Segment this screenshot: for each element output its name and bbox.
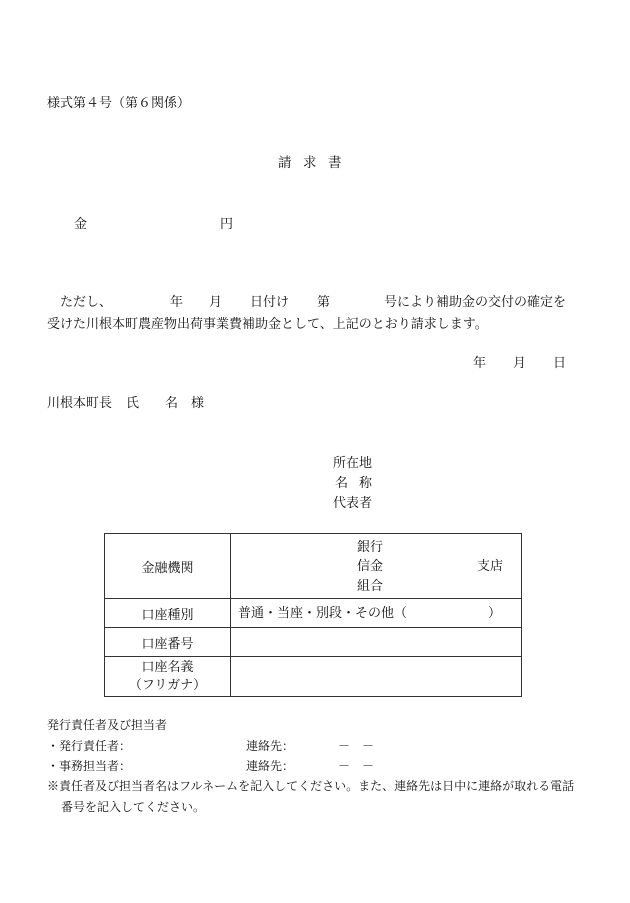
applicant-representative-label: 代表者 — [333, 496, 373, 511]
body-number-prefix: 第 — [317, 295, 331, 310]
issuer-staff-contact-dashes: － － — [338, 759, 375, 773]
issuer-responsible-contact-dashes: － － — [338, 739, 375, 753]
shinkin-label: 信金 — [357, 559, 384, 574]
kumiai-label: 組合 — [357, 579, 384, 594]
applicant-name-label-2: 称 — [359, 476, 373, 491]
branch-label: 支店 — [477, 559, 504, 574]
issuer-staff-label: ・事務担当者： — [47, 759, 132, 773]
account-name-value-cell — [231, 657, 522, 697]
body-year: 年 — [170, 295, 184, 310]
account-name-label: 口座名義 — [141, 659, 194, 675]
table-row-account-type — [105, 599, 522, 628]
account-number-label: 口座番号 — [105, 628, 231, 657]
issuer-responsible-contact-label: 連絡先： — [246, 739, 295, 753]
table-row-account-name — [105, 657, 522, 697]
addressee-title: 川根本町長 — [47, 396, 113, 411]
note-line-1: ※責任者及び担当者名はフルネームを記入してください。また、連絡先は日中に連絡が取れる電話 — [47, 779, 575, 793]
title-char-1: 請 — [278, 155, 292, 171]
applicant-name-label-1: 名 — [335, 476, 349, 491]
body-line1-rest: 号により補助金の交付の確定を — [384, 295, 567, 310]
account-type-value-cell — [231, 599, 522, 628]
body-date: 日付け — [250, 295, 290, 310]
table-row-account-number — [105, 628, 522, 657]
account-type-close: ） — [488, 606, 502, 621]
body-tadashi: ただし、 — [60, 295, 113, 310]
institution-value-cell — [231, 534, 522, 599]
addressee-sama: 様 — [191, 396, 205, 411]
form-number: 様式第４号（第６関係） — [47, 96, 191, 111]
applicant-address-label: 所在地 — [333, 456, 373, 471]
issuer-responsible-label: ・発行責任者： — [47, 739, 132, 753]
account-number-value-cell — [231, 628, 522, 657]
date-month: 月 — [513, 356, 527, 371]
account-name-label-cell — [105, 657, 231, 697]
institution-label: 金融機関 — [105, 534, 231, 599]
note-line-2: 番号を記入してください。 — [61, 800, 206, 814]
addressee-mei: 名 — [165, 396, 179, 411]
title-char-2: 求 — [303, 155, 317, 171]
bank-account-table — [104, 533, 522, 697]
account-type-label: 口座種別 — [105, 599, 231, 628]
account-name-furigana-label: （フリガナ） — [128, 677, 207, 693]
title-char-3: 書 — [328, 155, 342, 171]
date-year: 年 — [473, 356, 487, 371]
amount-suffix: 円 — [220, 217, 234, 232]
body-month: 月 — [209, 295, 223, 310]
bank-label: 銀行 — [357, 540, 384, 555]
amount-prefix: 金 — [74, 217, 88, 232]
issuer-staff-contact-label: 連絡先： — [246, 759, 295, 773]
body-line2: 受けた川根本町農産物出荷事業費補助金として、上記のとおり請求します。 — [47, 317, 488, 332]
table-row-institution — [105, 534, 522, 599]
issuer-heading: 発行責任者及び担当者 — [47, 718, 168, 732]
account-type-options: 普通・当座・別段・その他（ — [238, 606, 408, 621]
addressee-shi: 氏 — [126, 396, 140, 411]
date-day: 日 — [553, 356, 567, 371]
